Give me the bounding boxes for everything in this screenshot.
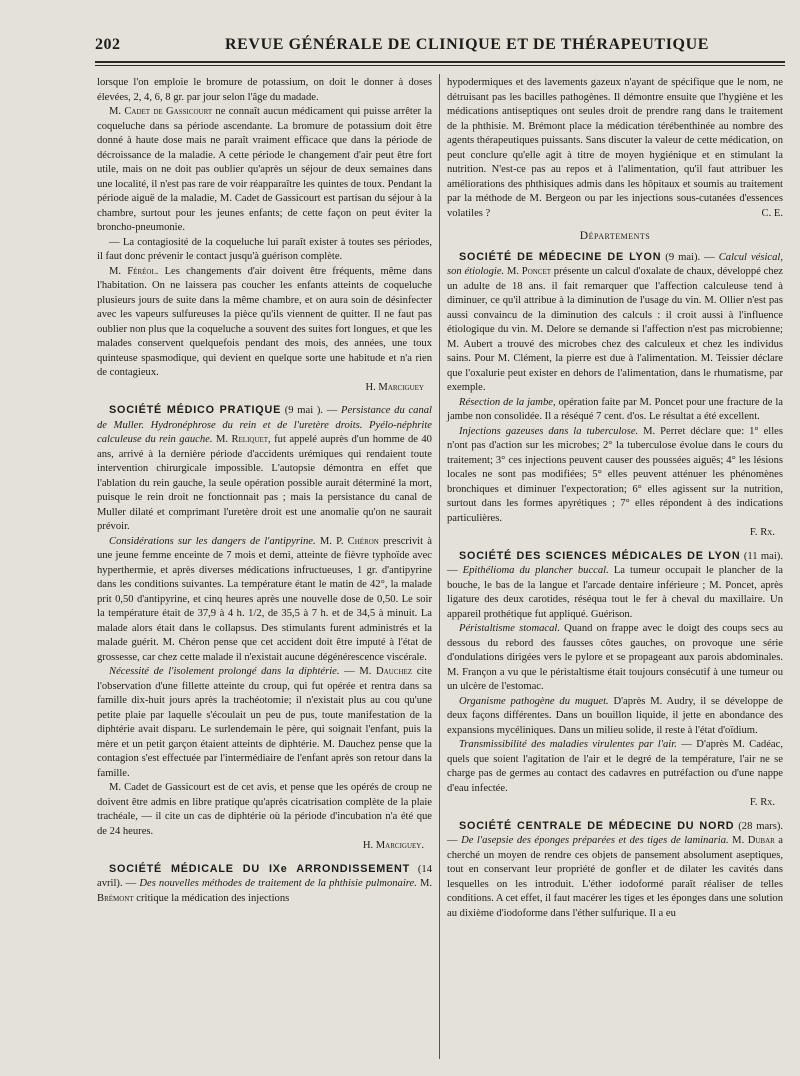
paragraph [97,105,432,236]
society-title: SOCIÉTÉ MÉDICO PRATIQUE [109,404,282,416]
paragraph [447,622,783,695]
paragraph: M. Cadet de Gassicourt est de cet avis, et pense que les opérés de croup ne doivent être admis en libre pratique qu'après cicatrisation complète de la plaie trachéale, — il cite un cas de diphtérie où la période d'incubation n'a été que de 24 heures. [97,782,432,837]
subject: Considérations sur les dangers de l'antipyrine. [109,535,316,547]
speaker-name: M. Féréol. [109,265,159,277]
paragraph: lorsque l'on emploie le bromure de potassium, on doit le donner à doses élevées, 2, 4, 6, 8 gr. par jour selon l'âge du madade. [97,77,432,103]
paragraph-text: opération faite par M. Poncet pour une fracture de la jambe non consolidée. Il a réséqué 7 cent. d'os. Le résultat a été excellent. [447,396,783,422]
signature: C. E. [761,207,783,219]
paragraph [97,535,432,666]
subject: Organisme pathogène du muguet. [459,695,609,707]
speaker-name: M. Poncet [504,266,552,277]
paragraph-text: Quand on frappe avec le doigt des coups secs au dessous du rebord des fausses côtes gauches, on provoque une série d'ondulations dirigées vers le pylore et se propageant aux parois abdominales. M. Françon a vu que le péristaltisme était toujours consécutif à une tumeur ou un ulcère de l'estomac. [447,623,783,692]
subject: Calcul vésical, son étiologie. [447,251,784,277]
subject: Epithélioma du plancher buccal. [462,565,609,576]
speaker-name: M. Reliquet, [212,434,271,445]
section-heading: Départements [579,230,651,242]
speaker-name: — M. Dauchez [339,666,413,677]
subject: Résection de la jambe, [459,396,556,408]
paragraph-text: fut appelé auprès d'un homme de 40 ans, arrivé à la dernière période d'accidents urémiques qui rendaient toute intervention chirurgicale impossible. L'autopsie démontra en effet que l'ablation du rein gauche, la seule opération possible aurait déterminé la mort, puisque le rein droit ne fonctionnait pas ; mais la persistance du canal de Muller dilaté et comprimant l'uretère droit est une anomalie qu'on ne saurait prévoir. [97,434,432,532]
page-number: 202 [95,36,121,53]
section-paragraph [97,862,432,907]
speaker-name: M. P. Chéron [315,535,379,547]
signature: H. Marciguey. [362,840,424,851]
subject: De l'asepsie des éponges préparées et des tiges de laminaria. [461,835,729,846]
paragraph [447,738,783,796]
right-column [447,76,783,921]
paragraph-text: présente un calcul d'oxalate de chaux, développé chez un adulte de 18 ans. il fait remarquer que l'affection calculeuse tend à diminuer, ce qu'il attribue à la diminution de l'usage du vin. M. Ollier n'est pas aussi convaincu de la diminution des calculs : il croit aussi à l'influence étiologique du vin. M. Delore se demande si l'affection n'est pas microbienne; M. Aubert a trouvé des microbes chez des calculeux et chez les individus sains. Pour M. Clément, la pierre est due à l'alimentation. M. Teissier déclare que l'oxalurie peut exister en dehors de l'alimentation, dans le rhumatisme, par exemple. [447,266,783,393]
paragraph-text: M. Perret déclare que: 1° elles n'ont pas d'action sur les microbes; 2° la tuberculose évolue dans le cours du traitement; 3° ces injections peuvent causer des poussées aiguës; 4° les lésions locales ne sont pas modifiées; 5° elles peuvent atténuer les phénomènes bronchiques et diminuer l'expectoration; 6° elles agissent sur la nutrition, surtout dans les formes apyrétiques ; 7° elles répondent à des indications particulières. [447,425,783,524]
society-title: SOCIÉTÉ CENTRALE DE MÉDECINE DU NORD [459,819,735,832]
speaker-name: M. Cadet de Gassicourt [109,106,213,117]
session-date: (9 mai). — [661,251,719,263]
paragraph-text: D'après M. Audry, il se développe de deux façons différentes. Dans un bouillon liquide, il jette en abondance des expansions mycéliniques. Dans un milieu solide, il reste à l'état d'oïdium. [447,695,783,736]
paragraph-text: Les changements d'air doivent être fréquents, même dans l'habitation. On ne laissera pas coucher les enfants atteints de coqueluche plusieurs jours de suite dans la même chambre, et on aura soin de désinfecter avec les vapeurs sulfureuses la pièce qu'ils viennent de quitter. Il ne faut pas oublier non plus que la coqueluche a souvent des suites fort longues, et que les malades conservent quelquefois pendant des mois, des années, une toux quinteuse spasmodique, qui devient en quelque sorte une habitude et n'a rien de contagieux. [97,265,433,378]
paragraph: — La contagiosité de la coqueluche lui paraît exister à toutes ses périodes, il faut donc prévenir le contact jusqu'à guérison complète. [97,236,432,262]
column-divider [439,74,440,1059]
section-paragraph [447,819,783,922]
running-title: REVUE GÉNÉRALE DE CLINIQUE ET DE THÉRAPEUTIQUE [225,36,709,53]
section-paragraph [447,250,783,396]
subject: Des nouvelles méthodes de traitement de la phthisie pulmonaire. [139,878,417,889]
society-title: SOCIÉTÉ DES SCIENCES MÉDICALES DE LYON [459,549,741,562]
society-title: SOCIÉTÉ DE MÉDECINE DE LYON [459,250,662,263]
paragraph [97,665,432,781]
subject: Injections gazeuses dans la tuberculose. [459,425,639,437]
subject: Persistance du canal de Muller. Hydronéphrose du rein et de l'uretère droits. Pyélo-néphrite calculeuse du rein gauche. [97,405,432,445]
paragraph-text: prescrivit à une jeune femme enceinte de 7 mois et demi, atteinte de fièvre typhoïde avec hyperthermie, et après diverses médications infructueuses, 1 gr. d'antipyrine dans les conditions suivantes. La température étant le matin de 42°, la malade prit 0,50 d'antipyrine, et cinq heures après une nouvelle dose de 0,50. Le soir la température était de 37,9 à 4 h. 1/2, de 35,5 à 7 h. et de 34,5 à minuit. La malade alors était dans le collapsus. Des stimulants furent administrés et la malade guérit. M. Chéron pense que cet accident doit être imputé à l'état de grossesse, car chez cette malade il n'existait aucune dégénérescence viscérale. [97,535,432,663]
paragraph [447,76,783,221]
subject: Transmissibilité des maladies virulentes par l'air. [459,739,677,750]
subject: Péristaltisme stomacal. [459,623,560,634]
paragraph-text: critique la médication des injections [133,892,290,904]
signature: H. Marciguey [365,381,424,393]
signature: F. Rx. [749,797,775,808]
paragraph [97,265,432,381]
header-rule [95,61,785,66]
session-date: (14 avril). — [97,863,432,889]
session-date: (28 mars). — [447,820,783,846]
paragraph [447,425,783,527]
paragraph [447,396,783,425]
society-title: SOCIÉTÉ MÉDICALE DU IXe ARRONDISSEMENT [109,862,411,875]
speaker-name: M. Brémont [97,878,433,904]
section-paragraph [97,403,432,535]
paragraph-text: hypodermiques et des lavements gazeux n'ayant de spécifique que le nom, ne détruisant pas les bacilles pathogènes. Il démontre ensuite que l'hygiène et les médications antiseptiques ont seules droit de prendre rang dans le traitement de la phthisie. M. Brémont place la médication térébenthinée au nombre des agents thérapeutiques puissants. Sans discuter la valeur de cette médication, on peut conclure qu'elle agit à titre de moyen hygiénique et en stimulant la nutrition. N'est-ce pas au repos et à l'alimentation, qu'il faut attribuer les améliorations des phthisiques admis dans les hôpitaux et soumis au traitement par la méthode de M. Bergeon ou par les injections sous-cutanées d'essences volatiles ? [447,77,783,219]
paragraph-text: a cherché un moyen de rendre ces objets de pansement absolument aseptiques, tout en conservant leur propriété de gonfler et de dilater les cavités dans lesquelles on les introduit. L'éther iodoformé paraît réaliser de telles conditions. A cet effet, il faut macérer les tiges et les éponges dans une solution au dixième d'iodoforme dans l'éther sulfurique. Il a eu [447,835,784,919]
session-date: (9 mai ). — [281,405,342,416]
paragraph-text: ne connaît aucun médicament qui puisse arrêter la coqueluche dans sa période ascendante. La bromure de potassium doit être donné à haute dose mais ne paraît vraiment efficace que dans la période de décroissance de la maladie. A cette période le changement d'air peut être fort utile, mais on ne doit pas oublier qu'après un séjour de deux semaines dans une localité, il n'est pas rare de voir réapparaître les quintes de toux. Pendant la période aiguë de la maladie, M. Cadet de Gassicourt est partisan du séjour à la chambre, surtout pour les jeunes enfants; de cette façon on peut éviter la broncho-pneumonie. [97,106,433,233]
speaker-name: M. Dubar [728,835,775,846]
paragraph-text: cite l'observation d'une fillette atteinte du croup, qui fut opérée et rentra dans sa famille dix-huit jours après la trachéotomie; il n'existait plus au cou qu'une petite plaie par laquelle s'écoulait un peu de pus, toute manifestation de la diphtérie avait disparu. Le surlendemain le père, qui soignait l'enfant, puis la mère et un petit garçon étaient atteints de diphtérie. M. Dauchez pense que la contagion s'est effectuée par l'intermédiaire de l'enfant après son retour dans la famille. [97,666,432,779]
paragraph-text: La tumeur occupait le plancher de la bouche, le bas de la langue et l'arcade dentaire inférieure ; M. Poncet, après ligature des deux carotides, réséqua tout le fer à cheval du maxillaire. Un appareil prothétique fut appliqué. Guérison. [447,565,783,620]
session-date: (11 mai). — [447,550,783,576]
signature: F. Rx. [749,527,775,538]
paragraph [447,695,783,739]
paragraph-text: — D'après M. Cadéac, quels que soient l'agitation de l'air et le degré de la température, l'air ne se charge pas de germes au contact des cadavres en putréfaction ou d'une nappe d'eau infectée. [447,739,783,794]
section-paragraph [447,549,783,623]
subject: Nécessité de l'isolement prolongé dans la diphtérie. [109,666,340,677]
left-column [97,76,432,906]
page-header [95,36,785,58]
